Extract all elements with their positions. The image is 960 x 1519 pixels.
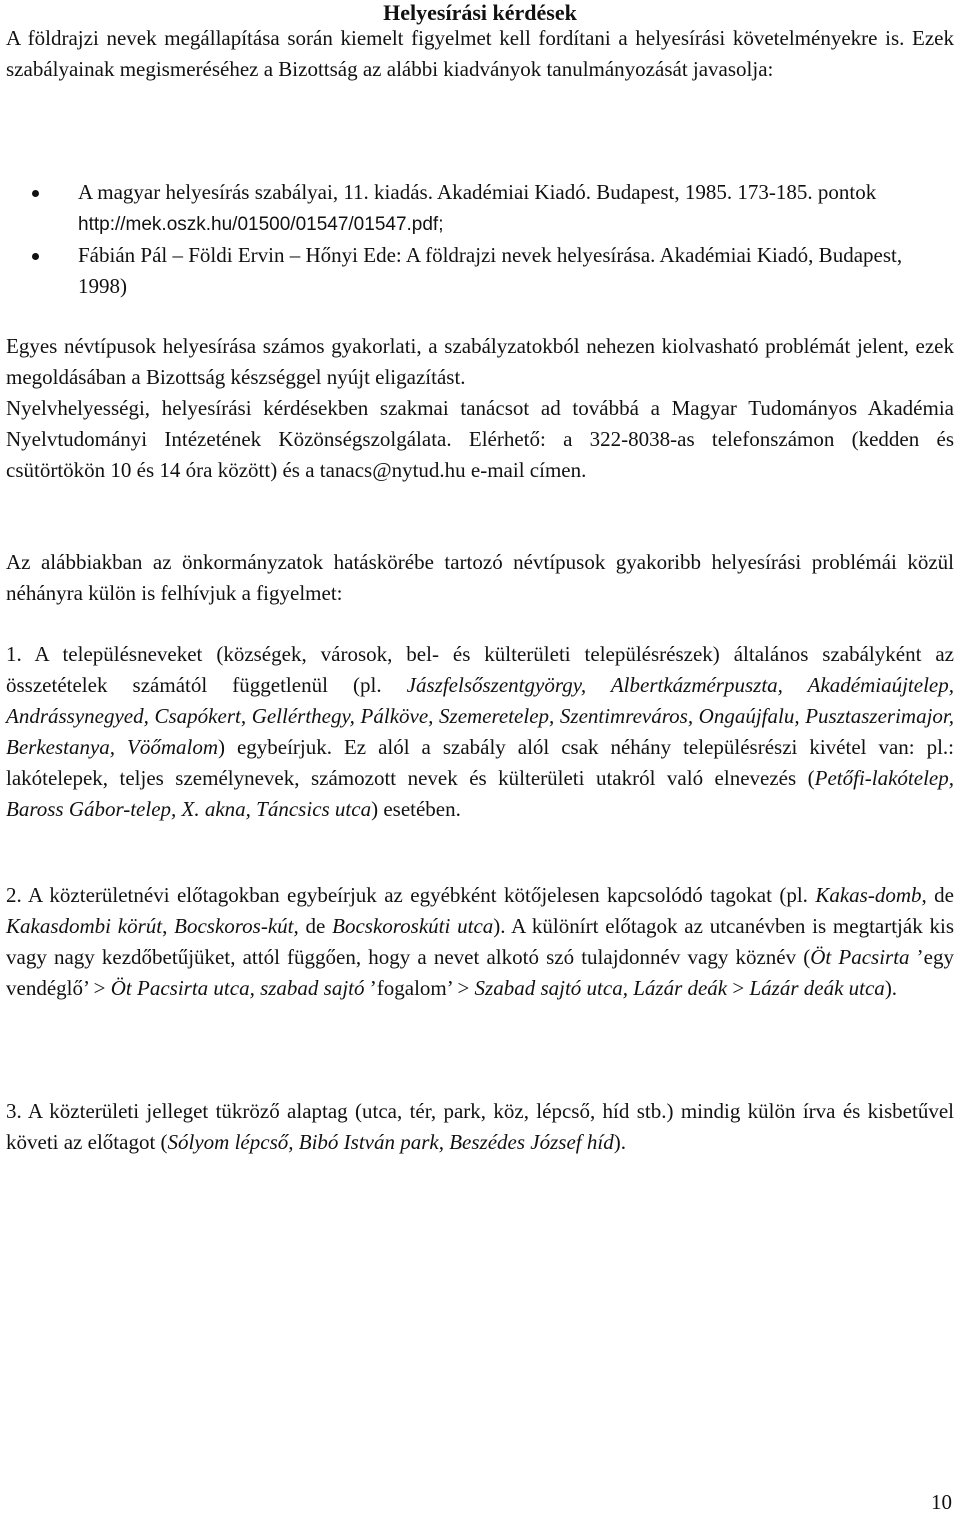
list-item	[6, 177, 954, 240]
rule-2-text: ’fogalom’ >	[364, 976, 475, 1000]
rule-3-text: 3. A közterületi jelleget tükröző alaptag (utca, tér, park, köz, lépcső, híd stb.) mindig külön írva és kisbetűvel követi az előtagot (	[6, 1099, 954, 1154]
rule-2-text: 2. A közterületnévi előtagokban egybeírjuk az egyébként kötőjelesen kapcsolódó tagokat (pl.	[6, 883, 816, 907]
intro-paragraph: A földrajzi nevek megállapítása során kiemelt figyelmet kell fordítani a helyesírási követelményekre is. Ezek szabályainak megismeréséhez a Bizottság az alábbi kiadványok tanulmányozását javasolja:	[6, 26, 954, 81]
rule-3-paragraph	[6, 1096, 954, 1158]
rule-2-example: Öt Pacsirta	[810, 945, 910, 969]
help-paragraph-1: Egyes névtípusok helyesírása számos gyakorlati, a szabályzatokból nehezen kiolvasható problémát jelent, ezek megoldásában a Bizottság készséggel nyújt eligazítást.	[6, 334, 954, 389]
reference-text: A magyar helyesírás szabályai, 11. kiadás. Akadémiai Kiadó. Budapest, 1985. 173-185. pontok	[78, 180, 877, 204]
rule-2-text: ,	[162, 914, 175, 938]
rule-1-text: ) esetében.	[371, 797, 461, 821]
rule-2-text: ’egy vendéglő’ >	[6, 945, 954, 1000]
rule-2-paragraph	[6, 880, 954, 1004]
rule-1-text: ) egybeírjuk. Ez alól a szabály alól csak néhány településrészi kivétel van: pl.: lakótelepek, teljes személynevek, számozott nevek és külterületi utakról való elnevezés (	[6, 735, 954, 790]
rule-2-text: ). A különírt előtagok az utcanévben is megtartják kis vagy nagy kezdőbetűjüket, attól függően, hogy a nevet alkotó szó tulajdonnév vagy köznév (	[6, 914, 954, 969]
rule-2-example: Kakasdombi körút	[6, 914, 163, 938]
bullet-icon	[32, 253, 39, 260]
rule-2-example: Szabad sajtó utca, Lázár deák	[474, 976, 728, 1000]
rule-2-text: de	[298, 914, 333, 938]
bullet-icon	[32, 190, 39, 197]
rule-2-example: Öt Pacsirta utca, szabad sajtó	[110, 976, 365, 1000]
list-item	[6, 240, 954, 302]
page-title: Helyesírási kérdések	[383, 0, 577, 25]
reference-link[interactable]: http://mek.oszk.hu/01500/01547/01547.pdf;	[78, 214, 444, 235]
reference-text: Fábián Pál – Földi Ervin – Hőnyi Ede: A földrajzi nevek helyesírása. Akadémiai Kiadó, Budapest, 1998)	[78, 243, 903, 298]
rule-2-text: , de	[921, 883, 955, 907]
rule-2-example: Bocskoros-kút,	[174, 914, 299, 938]
rule-2-text: >	[727, 976, 750, 1000]
rule-3-examples: Sólyom lépcső, Bibó István park, Beszédes József híd	[167, 1130, 614, 1154]
rule-2-example: Kakas-domb	[815, 883, 922, 907]
rule-2-text: ).	[884, 976, 898, 1000]
rule-1-text: 1. A településneveket (községek, városok, bel- és külterületi településrészek) általános szabályként az összetételek számától függetlenül (pl.	[6, 642, 954, 697]
rule-3-text: ).	[613, 1130, 626, 1154]
help-paragraph-2: Nyelvhelyességi, helyesírási kérdésekben szakmai tanácsot ad továbbá a Magyar Tudományos Akadémia Nyelvtudományi Intézetének Közönségszolgálata. Elérhető: a 322-8038-as telefonszámon (kedden és csütörtökön 10 és 14 óra között) és a tanacs@nytud.hu e-mail címen.	[6, 396, 954, 482]
rule-2-example: Lázár deák utca	[749, 976, 885, 1000]
rules-intro-paragraph: Az alábbiakban az önkormányzatok hatáskörébe tartozó névtípusok gyakoribb helyesírási problémái közül néhányra külön is felhívjuk a figyelmet:	[6, 550, 954, 605]
reference-list	[6, 177, 954, 302]
page-number: 10	[931, 1490, 952, 1514]
rule-1-exceptions: Petőfi-lakótelep, Baross Gábor-telep, X. akna, Táncsics utca	[6, 766, 954, 821]
rule-2-example: Bocskoroskúti utca	[332, 914, 494, 938]
rule-1-paragraph	[6, 639, 954, 825]
rule-1-examples: Jászfelsőszentgyörgy, Albertkázmérpuszta, Akadémiaújtelep, Andrássynegyed, Csapókert, Gellérthegy, Pálköve, Szemeretelep, Szentimreváros, Ongaújfalu, Pusztaszerimajor, Berkestanya, Vöőmalom	[6, 673, 954, 759]
